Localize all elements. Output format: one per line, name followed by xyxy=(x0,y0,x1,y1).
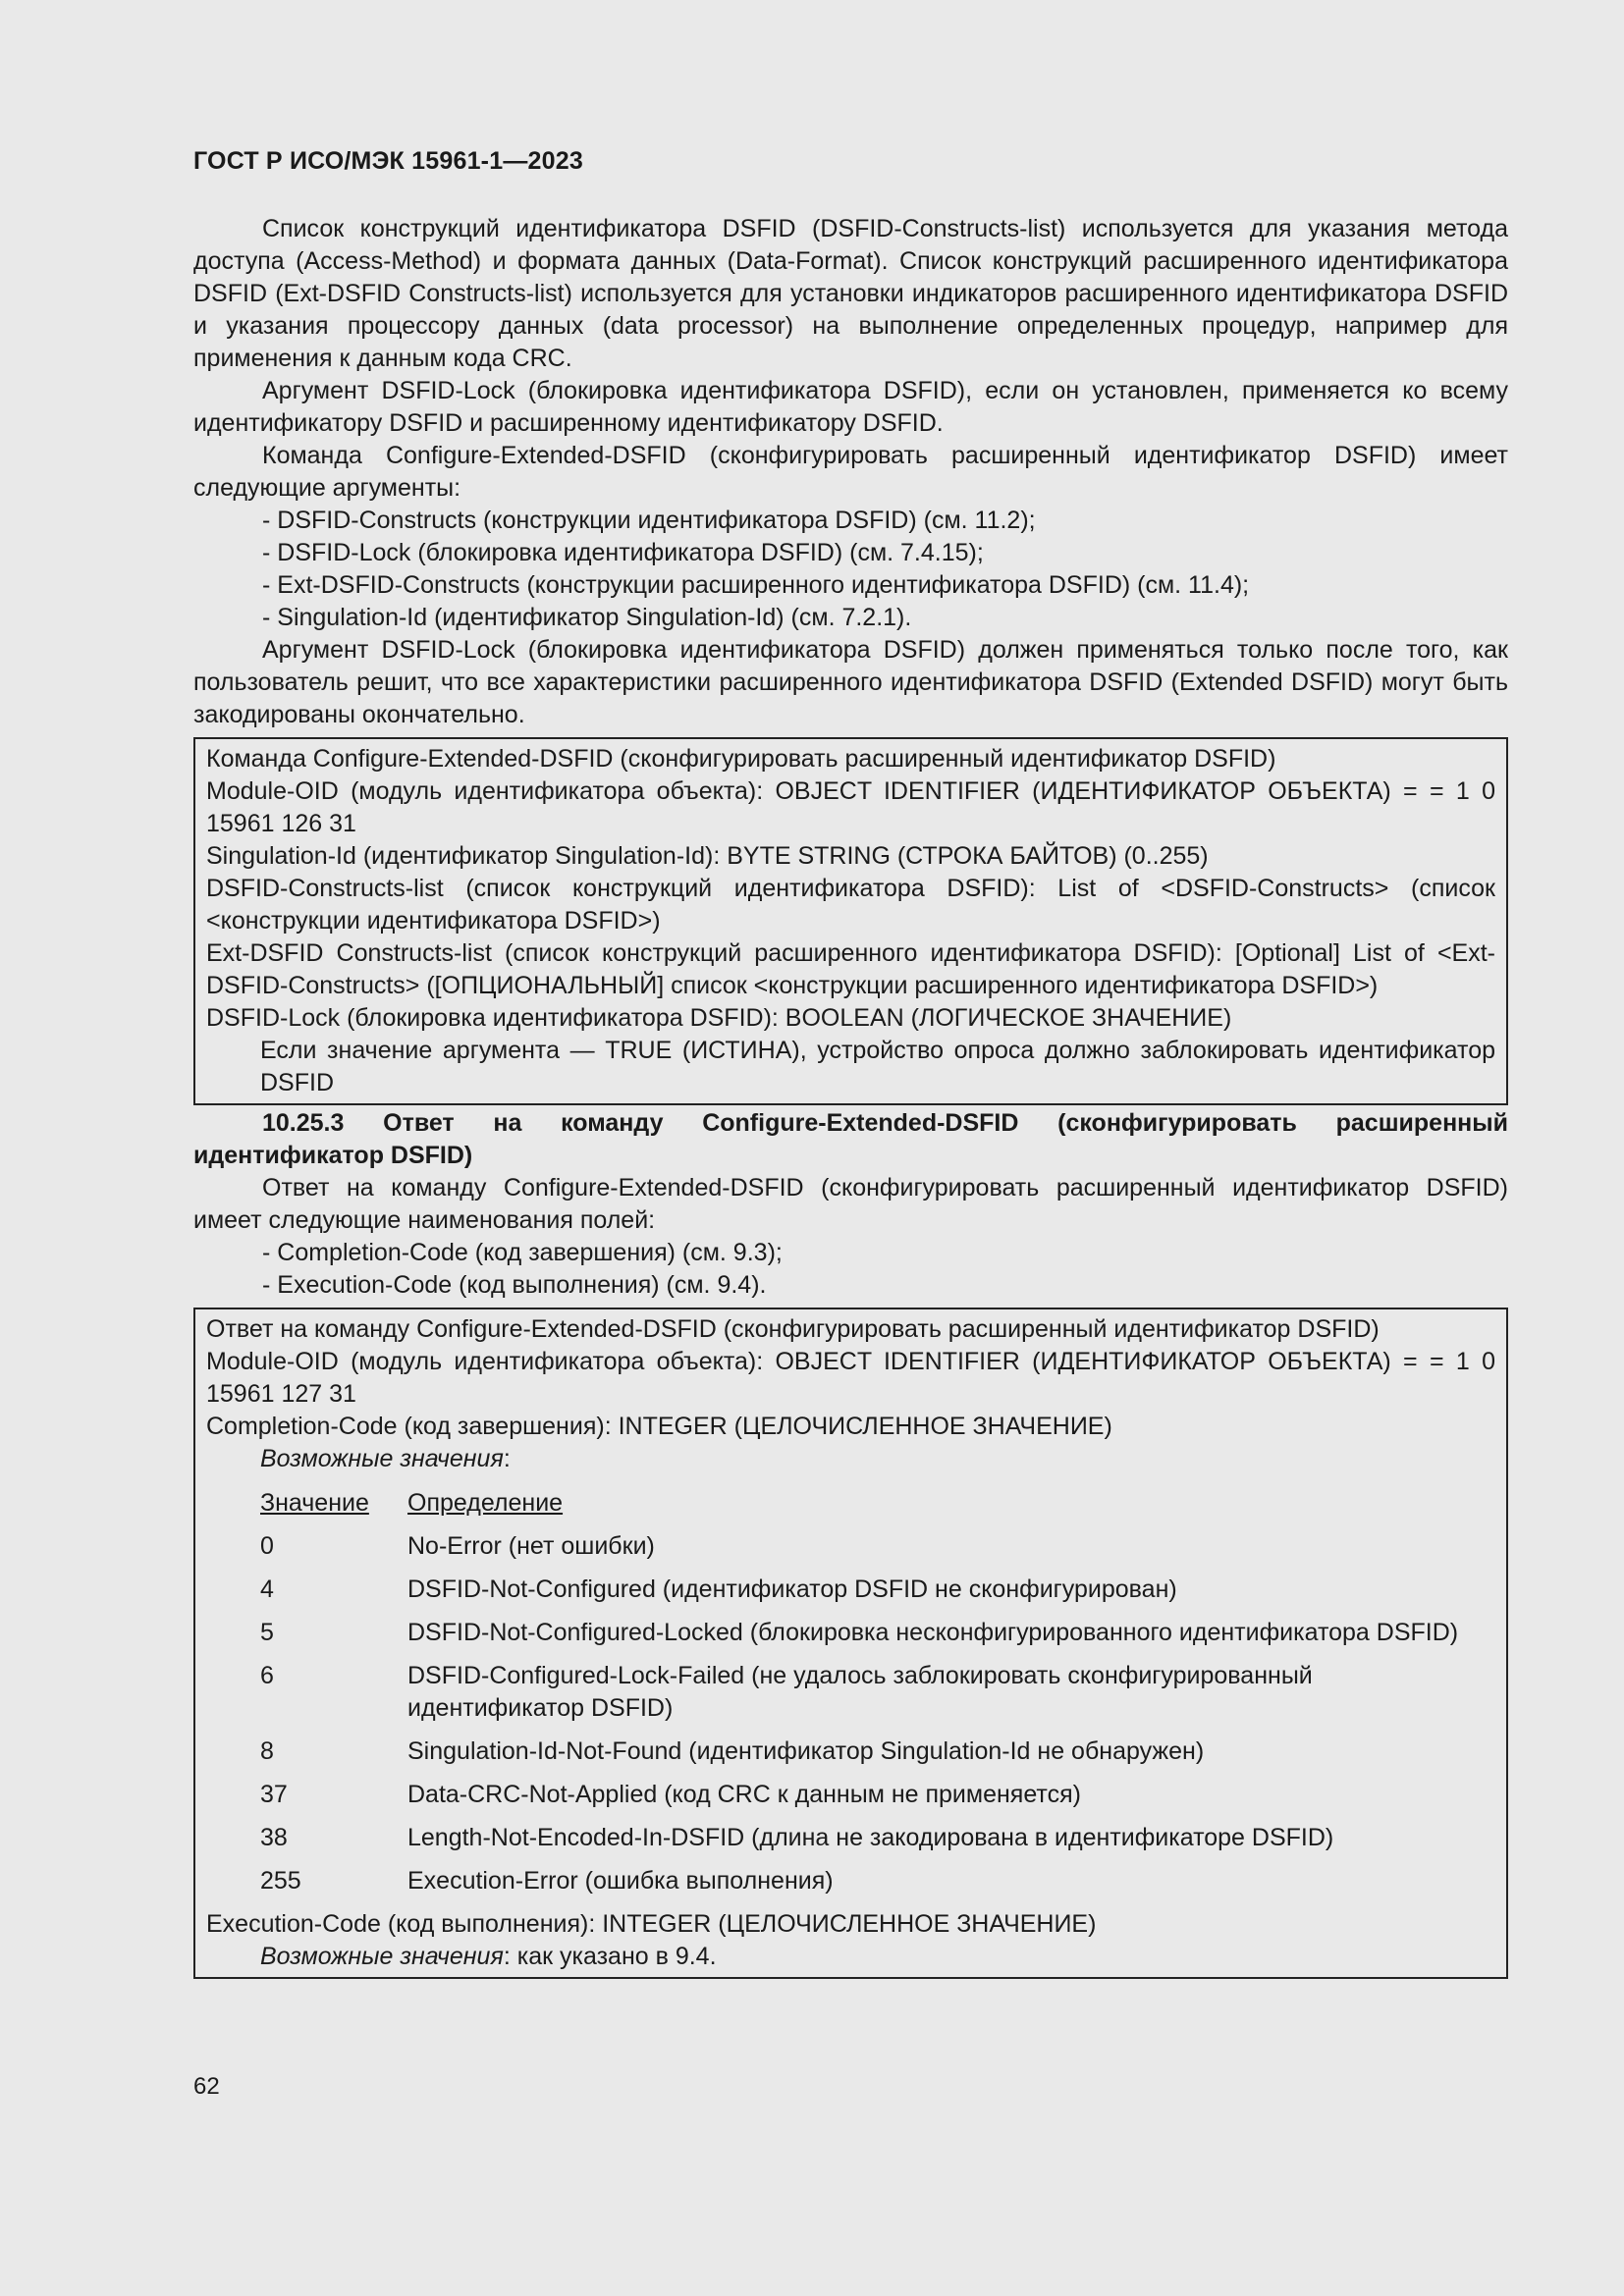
code-definition: Length-Not-Encoded-In-DSFID (длина не закодирована в идентификаторе DSFID) xyxy=(407,1824,1334,1851)
intro-paragraph-1: Список конструкций идентификатора DSFID (DSFID-Constructs-list) используется для указания метода доступа (Access-Method) и формата данных (Data-Format). Список конструкций расширенного идентификатора DSFID (Ext-DSFID Constructs-list) используется для установки индикаторов расширенного идентификатора DSFID и указания процессору данных (data processor) на выполнение определенных процедур, например для применения к данным кода CRC. xyxy=(193,215,1508,372)
code-value: 0 xyxy=(260,1532,274,1560)
section-paragraph: Ответ на команду Configure-Extended-DSFID (сконфигурировать расширенный идентификатор DSFID) имеет следующие наименования полей: xyxy=(193,1174,1508,1234)
box1-line: Команда Configure-Extended-DSFID (сконфигурировать расширенный идентификатор DSFID) xyxy=(206,745,1276,773)
box2-line: Completion-Code (код завершения): INTEGER (ЦЕЛОЧИСЛЕННОЕ ЗНАЧЕНИЕ) xyxy=(206,1413,1112,1440)
box1-line: DSFID-Lock (блокировка идентификатора DSFID): BOOLEAN (ЛОГИЧЕСКОЕ ЗНАЧЕНИЕ) xyxy=(206,1004,1232,1032)
table-row xyxy=(260,1735,1495,1779)
box1-line: Ext-DSFID Constructs-list (список конструкций расширенного идентификатора DSFID): [Optional] List of <Ext-DSFID-Constructs> ([ОПЦИОНАЛЬНЫЙ] список <конструкции расширенного идентификатора DSFID>) xyxy=(206,939,1495,999)
possible-values-2-rest: : как указано в 9.4. xyxy=(503,1943,717,1970)
code-value: 6 xyxy=(260,1662,274,1689)
intro-paragraph-2: Аргумент DSFID-Lock (блокировка идентификатора DSFID), если он установлен, применяется ко всему идентификатору DSFID и расширенному идентификатору DSFID. xyxy=(193,377,1508,437)
possible-values-2 xyxy=(206,1941,1495,1973)
box1-line: Если значение аргумента — TRUE (ИСТИНА), устройство опроса должно заблокировать идентификатор DSFID xyxy=(260,1037,1495,1096)
argument-item: - Ext-DSFID-Constructs (конструкции расширенного идентификатора DSFID) (см. 11.4); xyxy=(262,571,1250,599)
response-definition-box xyxy=(193,1308,1508,1979)
header-value: Значение xyxy=(260,1489,369,1517)
table-row xyxy=(260,1530,1495,1574)
box1-line: Singulation-Id (идентификатор Singulation-Id): BYTE STRING (СТРОКА БАЙТОВ) (0..255) xyxy=(206,842,1209,870)
table-row xyxy=(260,1574,1495,1617)
intro-paragraph-3: Команда Configure-Extended-DSFID (сконфигурировать расширенный идентификатор DSFID) имеет следующие аргументы: xyxy=(193,442,1508,502)
document-page xyxy=(193,145,1508,1981)
box2-line: Module-OID (модуль идентификатора объекта): OBJECT IDENTIFIER (ИДЕНТИФИКАТОР ОБЪЕКТА) = = 1 0 15961 127 31 xyxy=(206,1348,1495,1408)
code-definition: No-Error (нет ошибки) xyxy=(407,1532,655,1560)
intro-paragraph-4: Аргумент DSFID-Lock (блокировка идентификатора DSFID) должен применяться только после того, как пользователь решит, что все характеристики расширенного идентификатора DSFID (Extended DSFID) могут быть закодированы окончательно. xyxy=(193,636,1508,728)
argument-item: - Singulation-Id (идентификатор Singulation-Id) (см. 7.2.1). xyxy=(262,604,912,631)
code-value: 255 xyxy=(260,1867,301,1895)
box1-line: Module-OID (модуль идентификатора объекта): OBJECT IDENTIFIER (ИДЕНТИФИКАТОР ОБЪЕКТА) = = 1 0 15961 126 31 xyxy=(206,777,1495,837)
command-definition-box xyxy=(193,737,1508,1105)
code-value: 38 xyxy=(260,1824,288,1851)
possible-values-colon: : xyxy=(503,1445,511,1472)
page-number: 62 xyxy=(193,2073,220,2100)
code-definition: DSFID-Configured-Lock-Failed (не удалось заблокировать сконфигурированный идентификатор DSFID) xyxy=(407,1662,1313,1722)
code-definition: Execution-Error (ошибка выполнения) xyxy=(407,1867,834,1895)
argument-item: - DSFID-Constructs (конструкции идентификатора DSFID) (см. 11.2); xyxy=(262,507,1036,534)
table-row xyxy=(260,1779,1495,1822)
code-value: 8 xyxy=(260,1737,274,1765)
document-header: ГОСТ Р ИСО/МЭК 15961-1—2023 xyxy=(193,147,583,175)
field-item: - Execution-Code (код выполнения) (см. 9.4). xyxy=(262,1271,767,1299)
field-item: - Completion-Code (код завершения) (см. 9.3); xyxy=(262,1239,783,1266)
section-heading: 10.25.3 Ответ на команду Configure-Extended-DSFID (сконфигурировать расширенный идентификатор DSFID) xyxy=(193,1109,1508,1169)
possible-values-2-italic: Возможные значения xyxy=(260,1943,504,1970)
argument-item: - DSFID-Lock (блокировка идентификатора DSFID) (см. 7.4.15); xyxy=(262,539,984,566)
possible-values-italic: Возможные значения xyxy=(260,1445,504,1472)
code-definition: Data-CRC-Not-Applied (код CRC к данным не применяется) xyxy=(407,1781,1081,1808)
possible-values-label xyxy=(206,1443,1495,1475)
completion-codes-table xyxy=(260,1487,1495,1908)
box2-line: Execution-Code (код выполнения): INTEGER (ЦЕЛОЧИСЛЕННОЕ ЗНАЧЕНИЕ) xyxy=(206,1910,1097,1938)
header-definition: Определение xyxy=(407,1489,564,1517)
table-row xyxy=(260,1865,1495,1908)
table-header-row xyxy=(260,1487,1495,1530)
code-definition: DSFID-Not-Configured-Locked (блокировка несконфигурированного идентификатора DSFID) xyxy=(407,1619,1459,1646)
code-definition: Singulation-Id-Not-Found (идентификатор Singulation-Id не обнаружен) xyxy=(407,1737,1205,1765)
code-definition: DSFID-Not-Configured (идентификатор DSFID не сконфигурирован) xyxy=(407,1575,1177,1603)
box1-line: DSFID-Constructs-list (список конструкций идентификатора DSFID): List of <DSFID-Constructs> (список <конструкции идентификатора DSFID>) xyxy=(206,875,1495,934)
table-row xyxy=(260,1822,1495,1865)
code-value: 37 xyxy=(260,1781,288,1808)
code-value: 4 xyxy=(260,1575,274,1603)
table-row xyxy=(260,1660,1495,1735)
box2-line: Ответ на команду Configure-Extended-DSFID (сконфигурировать расширенный идентификатор DSFID) xyxy=(206,1315,1380,1343)
table-row xyxy=(260,1617,1495,1660)
code-value: 5 xyxy=(260,1619,274,1646)
